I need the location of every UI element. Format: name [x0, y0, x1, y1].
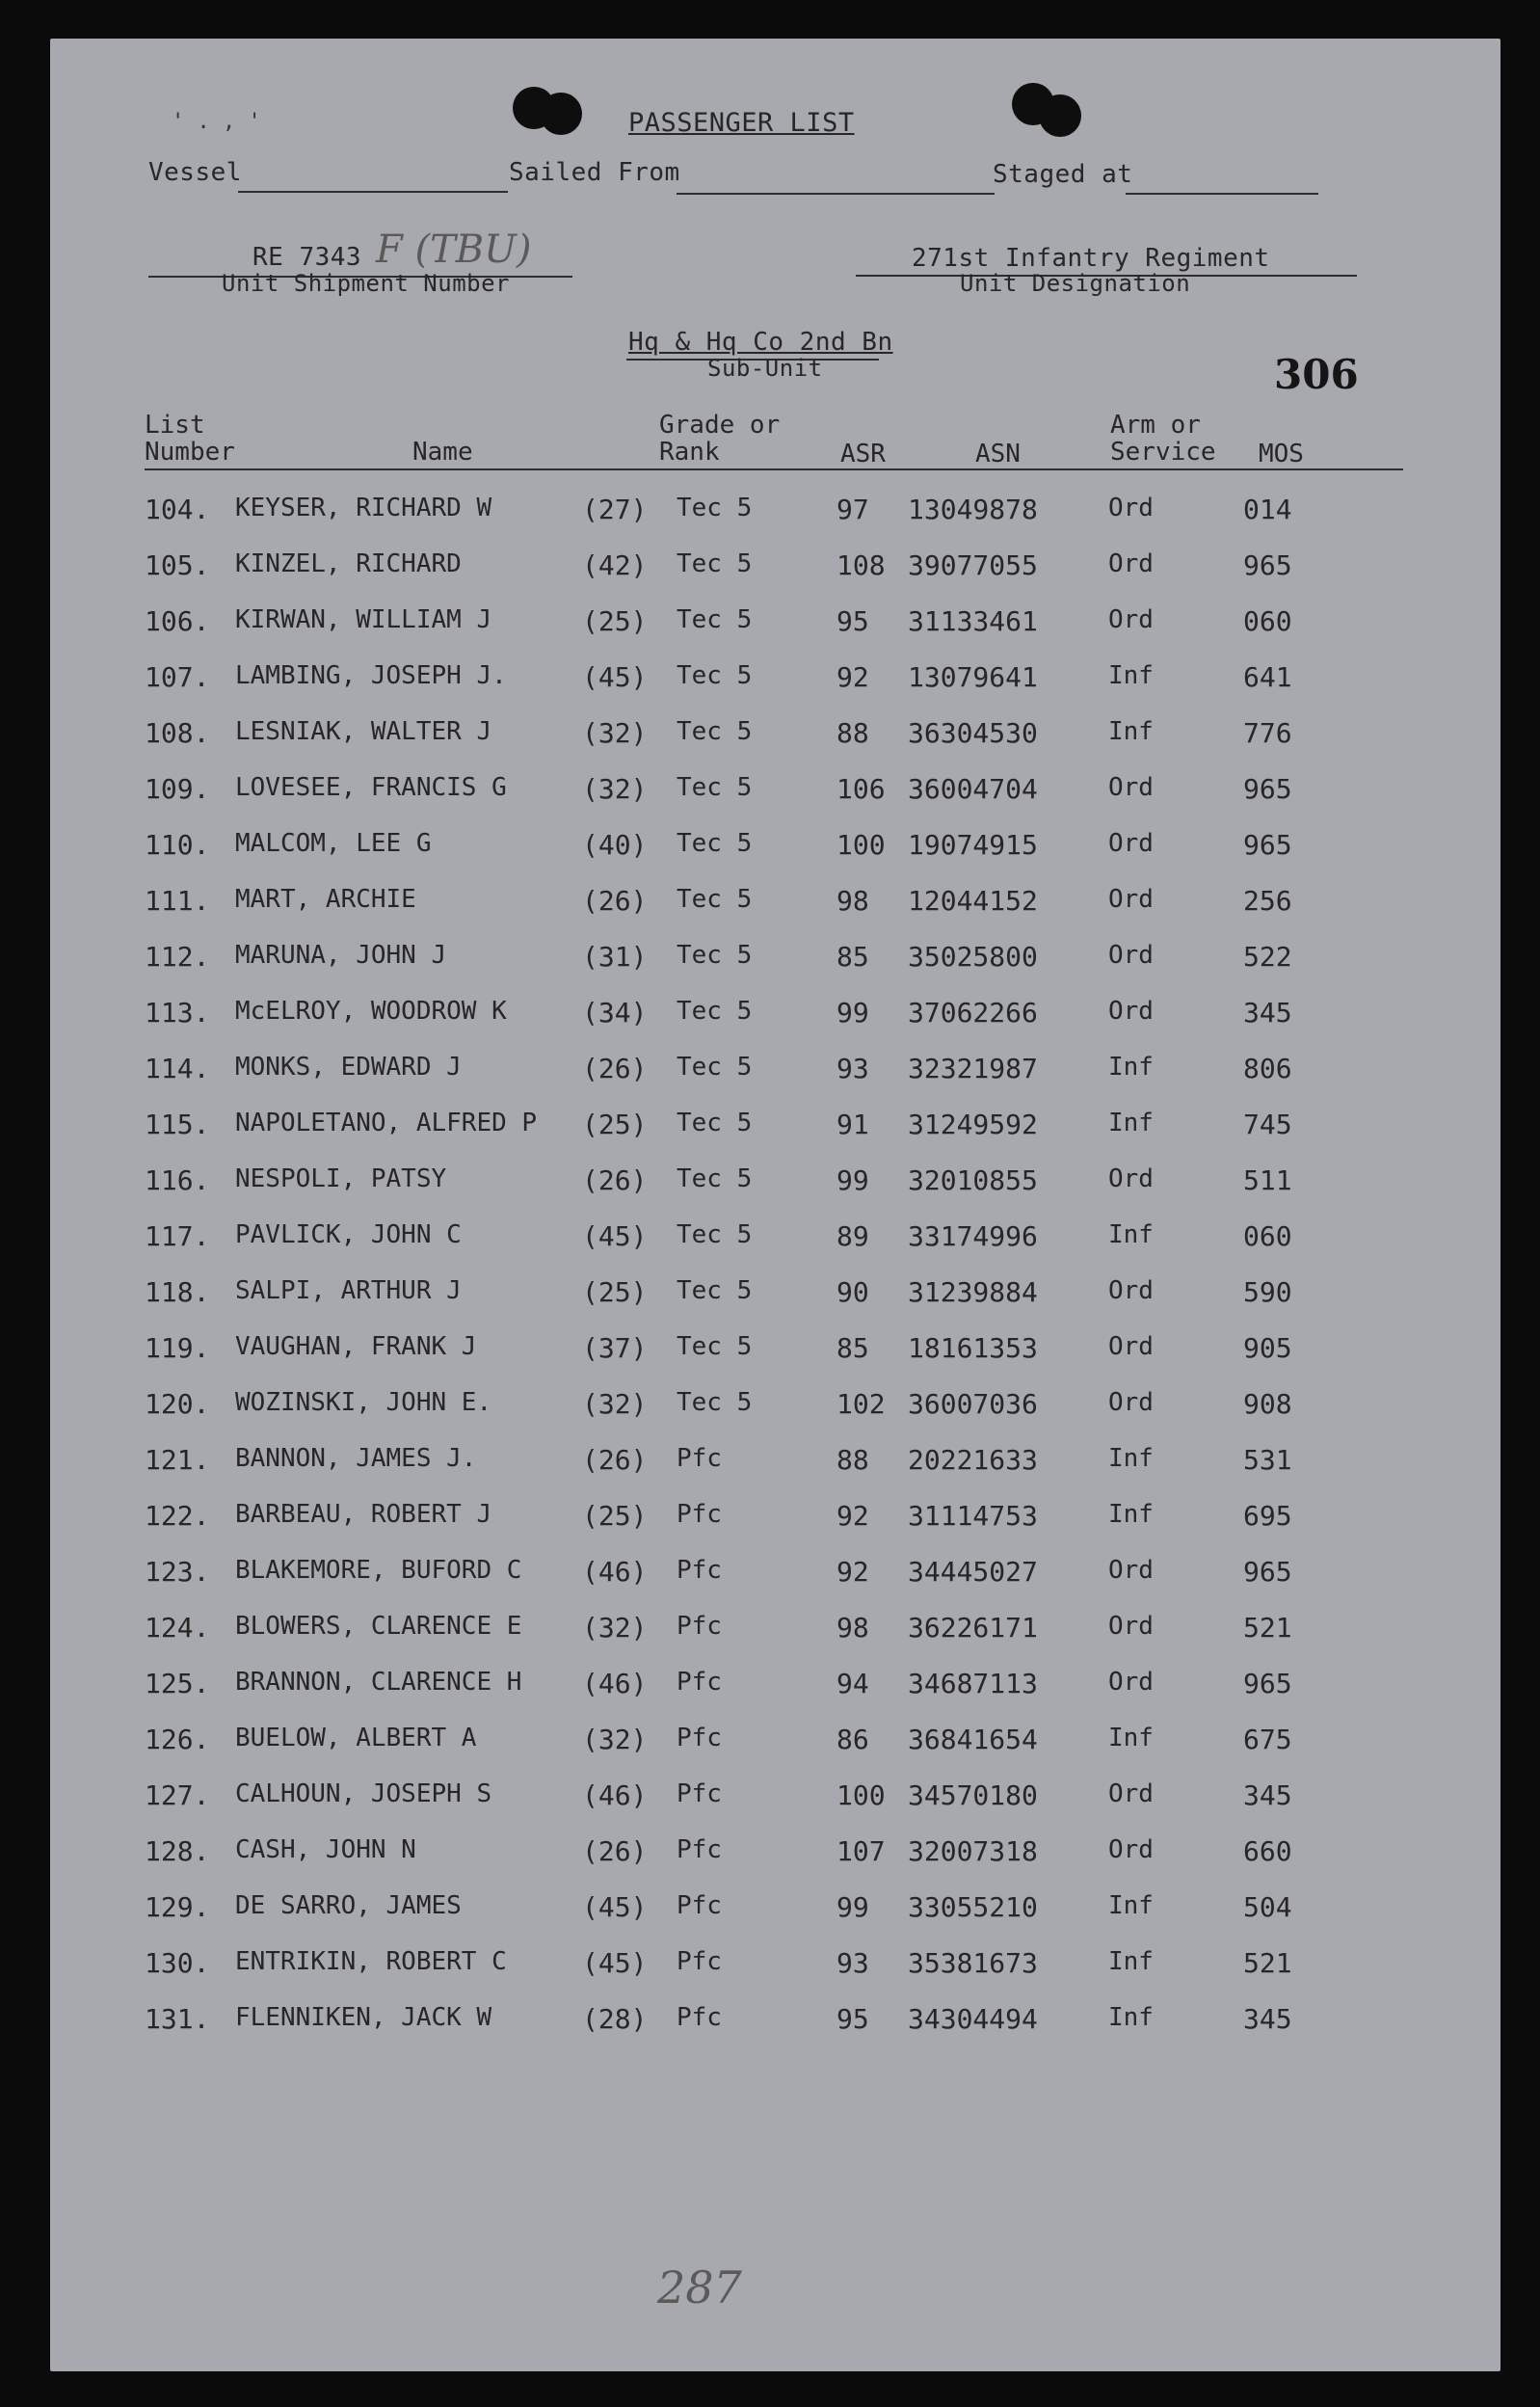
row-asr: 99: [836, 997, 869, 1029]
row-asr: 88: [836, 1444, 869, 1476]
row-asn: 36007036: [908, 1388, 1038, 1420]
unit-shipment-handwritten: F (TBU): [376, 227, 532, 272]
row-asn: 36841654: [908, 1724, 1038, 1755]
row-name: BLAKEMORE, BUFORD C: [235, 1556, 522, 1585]
row-name: NESPOLI, PATSY: [235, 1164, 447, 1193]
col-arm-2: Service: [1110, 438, 1216, 467]
row-age: (32): [582, 1388, 648, 1420]
row-asr: 93: [836, 1053, 869, 1084]
row-number: 123.: [145, 1556, 210, 1588]
row-name: MONKS, EDWARD J: [235, 1053, 462, 1082]
row-name: LESNIAK, WALTER J: [235, 717, 492, 746]
col-arm: Arm or: [1110, 411, 1201, 440]
row-asr: 99: [836, 1891, 869, 1923]
row-mos: 531: [1243, 1444, 1292, 1476]
row-name: ENTRIKIN, ROBERT C: [235, 1947, 507, 1976]
unit-shipment-label: Unit Shipment Number: [222, 270, 510, 297]
row-asn: 33174996: [908, 1220, 1038, 1252]
unit-designation-value: 271st Infantry Regiment: [912, 244, 1270, 273]
row-age: (31): [582, 941, 648, 973]
row-arm: Ord: [1108, 1556, 1154, 1585]
row-number: 125.: [145, 1668, 210, 1699]
unit-shipment-value: RE 7343: [252, 243, 362, 272]
row-mos: 256: [1243, 885, 1292, 917]
ink-blot: [540, 93, 582, 135]
row-name: LAMBING, JOSEPH J.: [235, 661, 507, 690]
row-name: MALCOM, LEE G: [235, 829, 432, 858]
row-arm: Inf: [1108, 1500, 1154, 1529]
row-grade: Tec 5: [677, 773, 753, 802]
row-asr: 108: [836, 549, 886, 581]
row-name: VAUGHAN, FRANK J: [235, 1332, 477, 1361]
row-asn: 19074915: [908, 829, 1038, 861]
vessel-label: Vessel: [148, 158, 242, 187]
row-asr: 88: [836, 717, 869, 749]
row-grade: Tec 5: [677, 1388, 753, 1417]
row-number: 109.: [145, 773, 210, 805]
row-asr: 98: [836, 1612, 869, 1644]
row-name: CASH, JOHN N: [235, 1835, 416, 1864]
row-age: (34): [582, 997, 648, 1029]
row-asr: 93: [836, 1947, 869, 1979]
row-arm: Ord: [1108, 1164, 1154, 1193]
row-asn: 31249592: [908, 1109, 1038, 1140]
row-asr: 86: [836, 1724, 869, 1755]
sub-unit-value: Hq & Hq Co 2nd Bn: [628, 328, 893, 357]
row-number: 126.: [145, 1724, 210, 1755]
row-arm: Ord: [1108, 941, 1154, 970]
row-mos: 965: [1243, 1668, 1292, 1699]
header-rule: [145, 468, 1403, 470]
row-number: 119.: [145, 1332, 210, 1364]
row-asr: 99: [836, 1164, 869, 1196]
row-mos: 745: [1243, 1109, 1292, 1140]
row-number: 128.: [145, 1835, 210, 1867]
row-age: (45): [582, 661, 648, 693]
row-name: BUELOW, ALBERT A: [235, 1724, 477, 1752]
row-asn: 31133461: [908, 605, 1038, 637]
row-mos: 521: [1243, 1947, 1292, 1979]
row-grade: Pfc: [677, 1500, 722, 1529]
row-asn: 32321987: [908, 1053, 1038, 1084]
row-arm: Inf: [1108, 1053, 1154, 1082]
row-number: 115.: [145, 1109, 210, 1140]
row-age: (26): [582, 1164, 648, 1196]
row-grade: Tec 5: [677, 494, 753, 522]
row-name: BARBEAU, ROBERT J: [235, 1500, 492, 1529]
row-age: (26): [582, 1835, 648, 1867]
document-sheet: [50, 39, 1500, 2371]
row-mos: 521: [1243, 1612, 1292, 1644]
row-age: (25): [582, 605, 648, 637]
row-asn: 13079641: [908, 661, 1038, 693]
row-asr: 92: [836, 661, 869, 693]
row-mos: 905: [1243, 1332, 1292, 1364]
row-grade: Tec 5: [677, 1276, 753, 1305]
staged-at-line: [1126, 193, 1318, 195]
row-grade: Pfc: [677, 1891, 722, 1920]
row-name: BRANNON, CLARENCE H: [235, 1668, 522, 1697]
row-mos: 511: [1243, 1164, 1292, 1196]
row-asr: 91: [836, 1109, 869, 1140]
row-asn: 37062266: [908, 997, 1038, 1029]
row-arm: Ord: [1108, 1668, 1154, 1697]
row-arm: Ord: [1108, 773, 1154, 802]
row-number: 107.: [145, 661, 210, 693]
unit-designation-label: Unit Designation: [960, 270, 1191, 297]
row-arm: Ord: [1108, 885, 1154, 914]
row-number: 122.: [145, 1500, 210, 1532]
row-asr: 85: [836, 1332, 869, 1364]
row-arm: Ord: [1108, 1388, 1154, 1417]
row-arm: Ord: [1108, 605, 1154, 634]
row-name: DE SARRO, JAMES: [235, 1891, 462, 1920]
document-title: PASSENGER LIST: [628, 108, 855, 138]
row-arm: Inf: [1108, 2003, 1154, 2032]
row-asr: 100: [836, 829, 886, 861]
row-name: PAVLICK, JOHN C: [235, 1220, 462, 1249]
row-arm: Inf: [1108, 1109, 1154, 1137]
row-name: WOZINSKI, JOHN E.: [235, 1388, 492, 1417]
row-arm: Inf: [1108, 1724, 1154, 1752]
row-age: (45): [582, 1947, 648, 1979]
row-name: MARUNA, JOHN J: [235, 941, 447, 970]
col-mos: MOS: [1259, 440, 1304, 468]
row-grade: Pfc: [677, 2003, 722, 2032]
row-grade: Tec 5: [677, 1164, 753, 1193]
row-asn: 12044152: [908, 885, 1038, 917]
row-number: 116.: [145, 1164, 210, 1196]
row-asr: 97: [836, 494, 869, 525]
col-name: Name: [412, 438, 473, 467]
row-age: (32): [582, 717, 648, 749]
row-number: 124.: [145, 1612, 210, 1644]
row-mos: 060: [1243, 1220, 1292, 1252]
footer-handwritten-number: 287: [657, 2261, 742, 2313]
row-arm: Ord: [1108, 1332, 1154, 1361]
row-age: (25): [582, 1109, 648, 1140]
row-age: (26): [582, 1444, 648, 1476]
row-number: 131.: [145, 2003, 210, 2035]
row-name: KEYSER, RICHARD W: [235, 494, 492, 522]
row-age: (32): [582, 1724, 648, 1755]
row-asr: 95: [836, 605, 869, 637]
row-number: 110.: [145, 829, 210, 861]
row-age: (26): [582, 1053, 648, 1084]
row-age: (26): [582, 885, 648, 917]
row-number: 121.: [145, 1444, 210, 1476]
row-name: MART, ARCHIE: [235, 885, 416, 914]
sub-unit-label: Sub-Unit: [707, 355, 823, 382]
row-grade: Pfc: [677, 1947, 722, 1976]
row-asn: 36004704: [908, 773, 1038, 805]
row-number: 106.: [145, 605, 210, 637]
row-mos: 660: [1243, 1835, 1292, 1867]
row-grade: Tec 5: [677, 1053, 753, 1082]
row-mos: 504: [1243, 1891, 1292, 1923]
row-mos: 695: [1243, 1500, 1292, 1532]
row-asn: 18161353: [908, 1332, 1038, 1364]
row-name: BANNON, JAMES J.: [235, 1444, 477, 1473]
row-asn: 33055210: [908, 1891, 1038, 1923]
row-number: 112.: [145, 941, 210, 973]
row-number: 111.: [145, 885, 210, 917]
row-asn: 34445027: [908, 1556, 1038, 1588]
row-asn: 20221633: [908, 1444, 1038, 1476]
row-grade: Tec 5: [677, 717, 753, 746]
row-number: 104.: [145, 494, 210, 525]
row-mos: 965: [1243, 549, 1292, 581]
row-age: (45): [582, 1220, 648, 1252]
row-asr: 85: [836, 941, 869, 973]
row-grade: Tec 5: [677, 605, 753, 634]
col-asr: ASR: [840, 440, 886, 468]
row-number: 117.: [145, 1220, 210, 1252]
row-grade: Tec 5: [677, 997, 753, 1026]
row-number: 114.: [145, 1053, 210, 1084]
row-arm: Ord: [1108, 1835, 1154, 1864]
row-name: KIRWAN, WILLIAM J: [235, 605, 492, 634]
row-asn: 13049878: [908, 494, 1038, 525]
row-name: McELROY, WOODROW K: [235, 997, 507, 1026]
row-grade: Pfc: [677, 1668, 722, 1697]
row-age: (32): [582, 773, 648, 805]
row-mos: 675: [1243, 1724, 1292, 1755]
row-age: (32): [582, 1612, 648, 1644]
row-asn: 36226171: [908, 1612, 1038, 1644]
row-asr: 100: [836, 1779, 886, 1811]
row-arm: Ord: [1108, 549, 1154, 578]
row-mos: 965: [1243, 1556, 1292, 1588]
row-number: 130.: [145, 1947, 210, 1979]
row-mos: 590: [1243, 1276, 1292, 1308]
row-number: 118.: [145, 1276, 210, 1308]
row-name: NAPOLETANO, ALFRED P: [235, 1109, 538, 1137]
row-mos: 014: [1243, 494, 1292, 525]
row-mos: 345: [1243, 997, 1292, 1029]
row-age: (46): [582, 1779, 648, 1811]
row-grade: Tec 5: [677, 661, 753, 690]
row-asr: 92: [836, 1556, 869, 1588]
row-mos: 965: [1243, 773, 1292, 805]
row-asr: 95: [836, 2003, 869, 2035]
row-asr: 90: [836, 1276, 869, 1308]
row-mos: 345: [1243, 2003, 1292, 2035]
row-age: (25): [582, 1500, 648, 1532]
row-mos: 522: [1243, 941, 1292, 973]
row-age: (46): [582, 1668, 648, 1699]
row-asr: 92: [836, 1500, 869, 1532]
row-name: LOVESEE, FRANCIS G: [235, 773, 507, 802]
row-grade: Tec 5: [677, 1220, 753, 1249]
row-number: 108.: [145, 717, 210, 749]
row-asr: 94: [836, 1668, 869, 1699]
row-mos: 641: [1243, 661, 1292, 693]
row-grade: Pfc: [677, 1779, 722, 1808]
row-arm: Ord: [1108, 1779, 1154, 1808]
row-age: (42): [582, 549, 648, 581]
staged-at-label: Staged at: [993, 160, 1133, 189]
row-grade: Tec 5: [677, 1109, 753, 1137]
row-age: (45): [582, 1891, 648, 1923]
row-asr: 89: [836, 1220, 869, 1252]
row-age: (25): [582, 1276, 648, 1308]
row-number: 129.: [145, 1891, 210, 1923]
row-number: 127.: [145, 1779, 210, 1811]
row-age: (28): [582, 2003, 648, 2035]
row-grade: Tec 5: [677, 885, 753, 914]
row-asn: 34304494: [908, 2003, 1038, 2035]
row-asn: 35381673: [908, 1947, 1038, 1979]
row-mos: 060: [1243, 605, 1292, 637]
col-grade: Grade or: [659, 411, 781, 440]
row-arm: Ord: [1108, 1276, 1154, 1305]
row-grade: Tec 5: [677, 549, 753, 578]
row-age: (40): [582, 829, 648, 861]
sailed-from-line: [677, 193, 995, 195]
row-asn: 39077055: [908, 549, 1038, 581]
row-grade: Pfc: [677, 1612, 722, 1641]
row-mos: 965: [1243, 829, 1292, 861]
row-grade: Tec 5: [677, 941, 753, 970]
row-mos: 345: [1243, 1779, 1292, 1811]
row-asn: 31239884: [908, 1276, 1038, 1308]
row-number: 113.: [145, 997, 210, 1029]
row-grade: Pfc: [677, 1556, 722, 1585]
col-asn: ASN: [975, 440, 1021, 468]
row-name: FLENNIKEN, JACK W: [235, 2003, 492, 2032]
row-grade: Pfc: [677, 1835, 722, 1864]
row-arm: Ord: [1108, 494, 1154, 522]
row-name: KINZEL, RICHARD: [235, 549, 462, 578]
col-list-number-2: Number: [145, 438, 235, 467]
row-grade: Pfc: [677, 1724, 722, 1752]
row-arm: Ord: [1108, 829, 1154, 858]
row-arm: Inf: [1108, 1220, 1154, 1249]
row-asn: 35025800: [908, 941, 1038, 973]
row-asn: 32007318: [908, 1835, 1038, 1867]
row-arm: Inf: [1108, 1891, 1154, 1920]
row-age: (37): [582, 1332, 648, 1364]
row-asr: 102: [836, 1388, 886, 1420]
row-mos: 806: [1243, 1053, 1292, 1084]
vessel-line: [238, 191, 508, 193]
row-name: BLOWERS, CLARENCE E: [235, 1612, 522, 1641]
row-mos: 776: [1243, 717, 1292, 749]
row-grade: Tec 5: [677, 1332, 753, 1361]
row-age: (27): [582, 494, 648, 525]
row-mos: 908: [1243, 1388, 1292, 1420]
row-age: (46): [582, 1556, 648, 1588]
ink-specks: ' . , ': [172, 110, 261, 134]
row-arm: Inf: [1108, 1444, 1154, 1473]
row-number: 105.: [145, 549, 210, 581]
row-asn: 31114753: [908, 1500, 1038, 1532]
row-name: SALPI, ARTHUR J: [235, 1276, 462, 1305]
row-asr: 107: [836, 1835, 886, 1867]
col-grade-2: Rank: [659, 438, 720, 467]
ink-blot: [1039, 94, 1081, 137]
row-arm: Inf: [1108, 1947, 1154, 1976]
row-asn: 34570180: [908, 1779, 1038, 1811]
row-arm: Ord: [1108, 1612, 1154, 1641]
sailed-from-label: Sailed From: [509, 158, 680, 187]
row-arm: Inf: [1108, 717, 1154, 746]
page-number: 306: [1274, 351, 1359, 398]
row-arm: Inf: [1108, 661, 1154, 690]
col-list-number: List: [145, 411, 205, 440]
row-asr: 106: [836, 773, 886, 805]
row-number: 120.: [145, 1388, 210, 1420]
row-name: CALHOUN, JOSEPH S: [235, 1779, 492, 1808]
row-grade: Tec 5: [677, 829, 753, 858]
row-asn: 36304530: [908, 717, 1038, 749]
row-asn: 32010855: [908, 1164, 1038, 1196]
row-grade: Pfc: [677, 1444, 722, 1473]
row-asr: 98: [836, 885, 869, 917]
row-asn: 34687113: [908, 1668, 1038, 1699]
row-arm: Ord: [1108, 997, 1154, 1026]
